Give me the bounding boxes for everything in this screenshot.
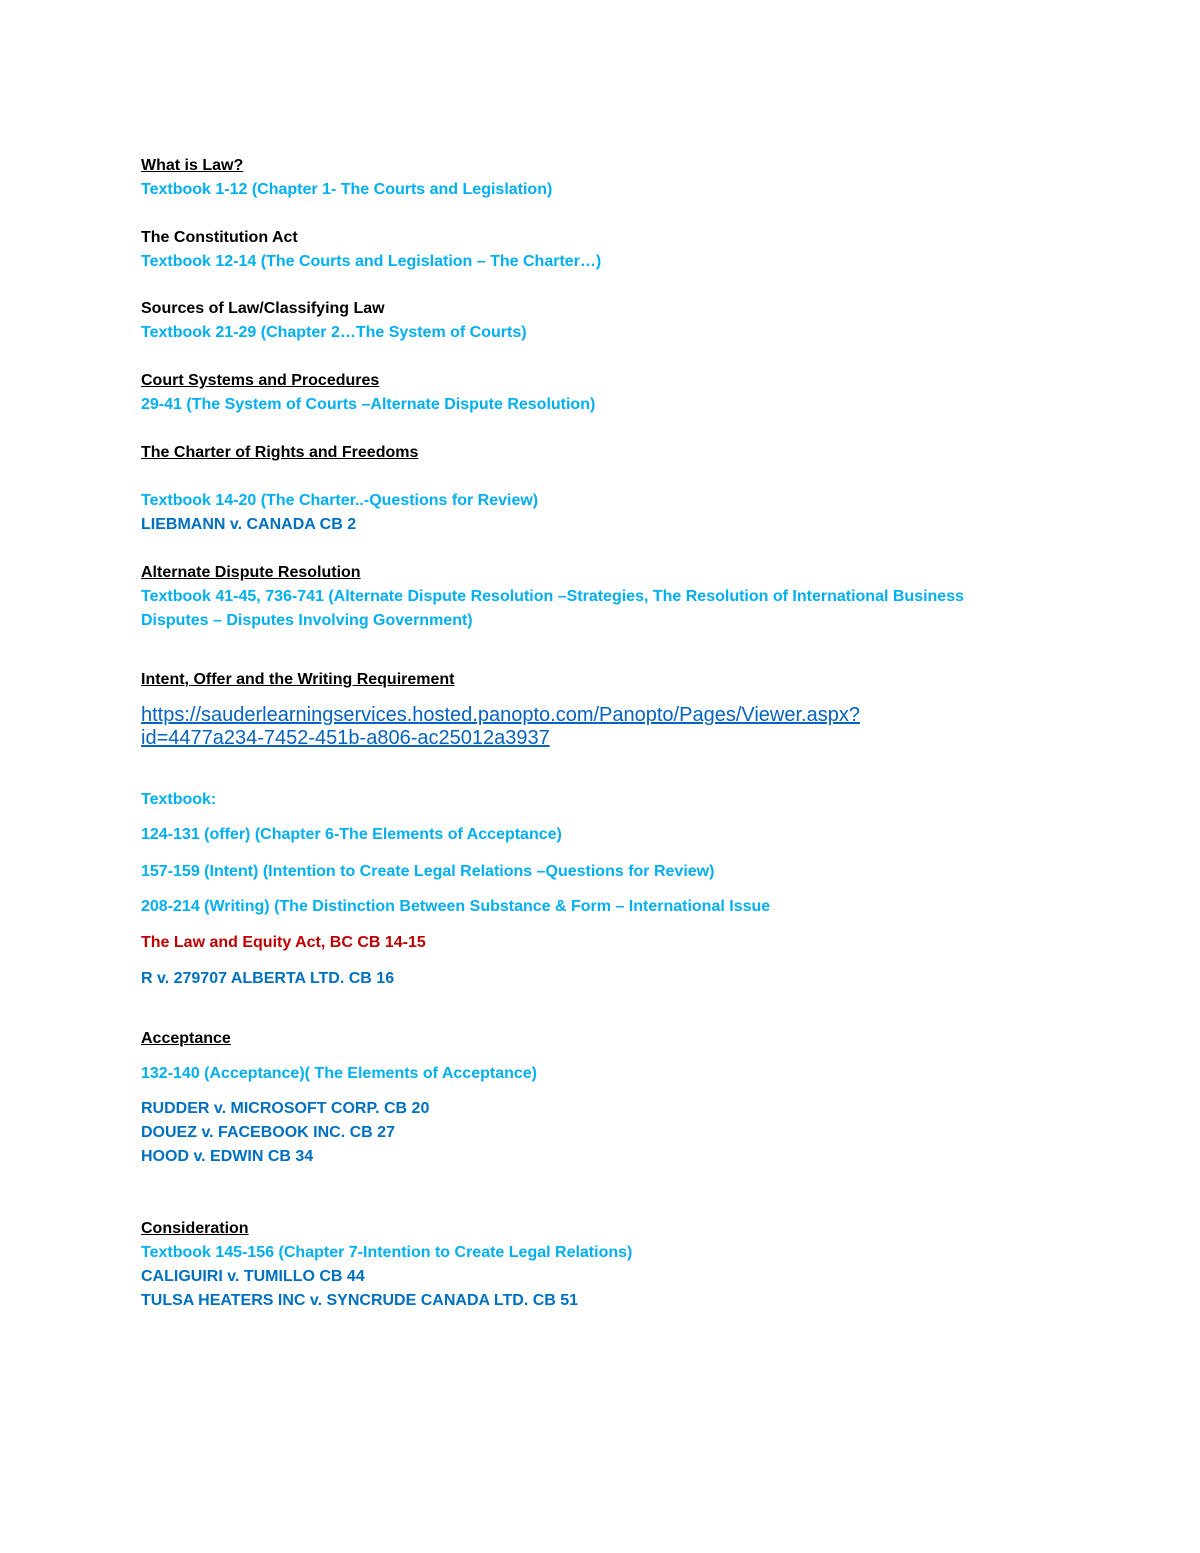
textbook-ref-sources: Textbook 21-29 (Chapter 2…The System of Courts)	[141, 324, 527, 341]
heading-adr: Alternate Dispute Resolution	[141, 564, 361, 581]
textbook-ref-constitution: Textbook 12-14 (The Courts and Legislation – The Charter…)	[141, 253, 602, 270]
heading-intent-offer: Intent, Offer and the Writing Requirement	[141, 671, 455, 688]
law-equity-act: The Law and Equity Act, BC CB 14-15	[141, 934, 426, 951]
textbook-ref-charter: Textbook 14-20 (The Charter..-Questions for Review)	[141, 492, 539, 509]
textbook-ref-intent: 157-159 (Intent) (Intention to Create Legal Relations –Questions for Review)	[141, 863, 715, 880]
case-alberta-ltd: R v. 279707 ALBERTA LTD. CB 16	[141, 970, 395, 987]
case-rudder: RUDDER v. MICROSOFT CORP. CB 20	[141, 1100, 430, 1117]
heading-constitution-act: The Constitution Act	[141, 229, 298, 246]
heading-court-systems: Court Systems and Procedures	[141, 372, 380, 389]
panopto-link-line1[interactable]: https://sauderlearningservices.hosted.panopto.com/Panopto/Pages/Viewer.aspx?	[141, 704, 860, 726]
panopto-link-line2[interactable]: id=4477a234-7452-451b-a806-ac25012a3937	[141, 727, 550, 749]
textbook-ref-writing: 208-214 (Writing) (The Distinction Between Substance & Form – International Issue	[141, 898, 771, 915]
case-hood: HOOD v. EDWIN CB 34	[141, 1148, 314, 1165]
textbook-ref-adr-line1: Textbook 41-45, 736-741 (Alternate Dispute Resolution –Strategies, The Resolution of International Business	[141, 588, 964, 605]
heading-charter: The Charter of Rights and Freedoms	[141, 444, 419, 461]
case-tulsa-heaters: TULSA HEATERS INC v. SYNCRUDE CANADA LTD. CB 51	[141, 1292, 579, 1309]
heading-acceptance: Acceptance	[141, 1030, 231, 1047]
textbook-ref-offer: 124-131 (offer) (Chapter 6-The Elements of Acceptance)	[141, 826, 562, 843]
heading-what-is-law: What is Law?	[141, 157, 244, 174]
textbook-ref-acceptance: 132-140 (Acceptance)( The Elements of Acceptance)	[141, 1065, 537, 1082]
textbook-label: Textbook:	[141, 791, 217, 808]
case-caliguiri: CALIGUIRI v. TUMILLO CB 44	[141, 1268, 365, 1285]
textbook-ref-adr-line2: Disputes – Disputes Involving Government)	[141, 612, 473, 629]
case-liebmann: LIEBMANN v. CANADA CB 2	[141, 516, 357, 533]
textbook-ref-what-is-law: Textbook 1-12 (Chapter 1- The Courts and Legislation)	[141, 181, 553, 198]
textbook-ref-consideration: Textbook 145-156 (Chapter 7-Intention to Create Legal Relations)	[141, 1244, 633, 1261]
heading-consideration: Consideration	[141, 1220, 249, 1237]
textbook-ref-court-systems: 29-41 (The System of Courts –Alternate Dispute Resolution)	[141, 396, 596, 413]
case-douez: DOUEZ v. FACEBOOK INC. CB 27	[141, 1124, 395, 1141]
heading-sources-of-law: Sources of Law/Classifying Law	[141, 300, 385, 317]
